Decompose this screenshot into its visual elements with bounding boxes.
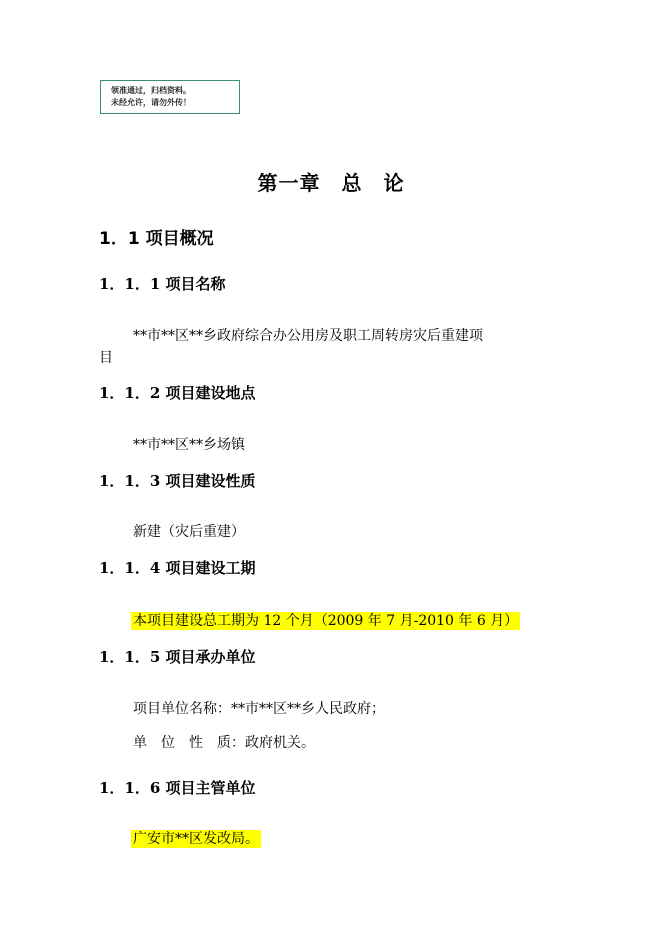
subsection-heading-name: 1．1．1 项目名称	[99, 275, 226, 293]
project-duration	[131, 610, 520, 630]
undertaker-type: 单 位 性 质：政府机关。	[133, 735, 315, 751]
subsection-heading-authority: 1．1．6 项目主管单位	[99, 779, 256, 797]
subsection-heading-nature: 1．1．3 项目建设性质	[99, 472, 256, 490]
subsection-heading-location: 1．1．2 项目建设地点	[99, 384, 256, 402]
duration-highlight: 本项目建设总工期为 12 个月（2009 年 7 月-2010 年 6 月）	[133, 613, 519, 629]
undertaker-name: 项目单位名称：**市**区**乡人民政府；	[133, 701, 385, 717]
project-location: **市**区**乡场镇	[133, 437, 245, 453]
approval-stamp	[100, 80, 240, 114]
subsection-heading-undertaker: 1．1．5 项目承办单位	[99, 648, 256, 666]
project-authority	[131, 828, 261, 848]
stamp-line-2: 未经允许，请勿外传！	[111, 98, 191, 107]
project-name-line-1: **市**区**乡政府综合办公用房及职工周转房灾后重建项	[133, 328, 483, 344]
authority-highlight: 广安市**区发改局。	[133, 831, 259, 847]
section-title: 1．1 项目概况	[99, 229, 214, 249]
project-name-line-2: 目	[99, 350, 113, 366]
stamp-line-1: 领准通过，归档资料。	[111, 86, 191, 95]
subsection-heading-duration: 1．1．4 项目建设工期	[99, 559, 256, 577]
chapter-title: 第一章 总 论	[257, 171, 405, 195]
project-nature: 新建（灾后重建）	[133, 524, 245, 540]
